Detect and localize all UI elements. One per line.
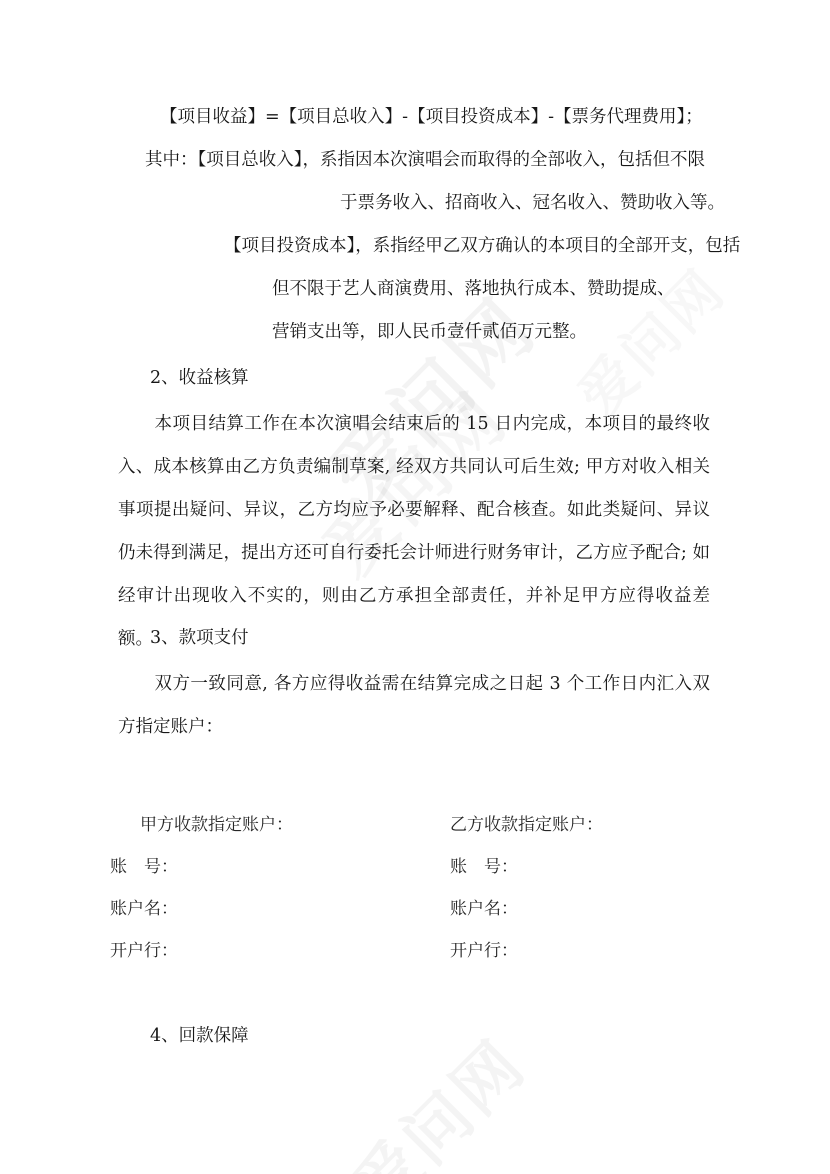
account-titles-row [0,810,830,852]
total-income-line-1: 其中：【项目总收入】，系指因本次演唱会而取得的全部收入，包括但不限 [145,150,705,170]
party-a-account-number-label: 账 号： [110,857,178,877]
account-name-row [0,894,830,936]
account-number-row [0,852,830,894]
total-income-line-2: 于票务收入、招商收入、冠名收入、赞助收入等。 [340,193,725,213]
section-body-3 [118,663,710,749]
total-income-row-1 [0,146,830,189]
section-heading-4: 4、回款保障 [150,1026,249,1046]
party-a-account-title: 甲方收款指定账户： [140,815,293,835]
section-heading-3: 3、款项支付 [150,628,249,648]
party-b-account-bank-label: 开户行： [450,941,518,961]
section-body-2-text: 本项目结算工作在本次演唱会结束后的 15 日内完成，本项目的最终收入、成本核算由乙方负责编制草案, 经双方共同认可后生效; 甲方对收入相关事项提出疑问、异议，乙方均应予必要解释、配合核查。如此类疑问、异议仍未得到满足，提出方还可自行委托会计师进行财务审计，乙方应予配合; 如经审计出现收入不实的，则由乙方承担全部责任，并补足甲方应得收益差额。 [118,414,710,649]
investment-cost-line-2: 但不限于艺人商演费用、落地执行成本、赞助提成、 [272,279,675,299]
party-a-account-name-label: 账户名： [110,899,178,919]
watermark-text [327,1015,543,1174]
party-a-account-bank-label: 开户行： [110,941,178,961]
investment-cost-row-1 [0,232,830,275]
formula-line-row [0,103,830,146]
party-b-account-title: 乙方收款指定账户： [450,815,603,835]
section-body-3-text: 双方一致同意, 各方应得收益需在结算完成之日起 3 个工作日内汇入双方指定账户： [118,674,710,737]
definitions-block [0,103,830,361]
investment-cost-row-2 [0,275,830,318]
investment-cost-row-3 [0,318,830,361]
account-details-block [0,810,830,978]
profit-formula-line: 【项目收益】=【项目总收入】-【项目投资成本】-【票务代理费用】； [160,107,703,127]
party-b-account-number-label: 账 号： [450,857,518,877]
investment-cost-line-1: 【项目投资成本】，系指经甲乙双方确认的本项目的全部开支，包括 [224,236,741,256]
party-b-account-name-label: 账户名： [450,899,518,919]
section-heading-2: 2、收益核算 [150,368,249,388]
account-bank-row [0,936,830,978]
section-body-2 [118,403,710,661]
investment-cost-line-3: 营销支出等，即人民币壹仟贰佰万元整。 [272,322,587,342]
total-income-row-2 [0,189,830,232]
